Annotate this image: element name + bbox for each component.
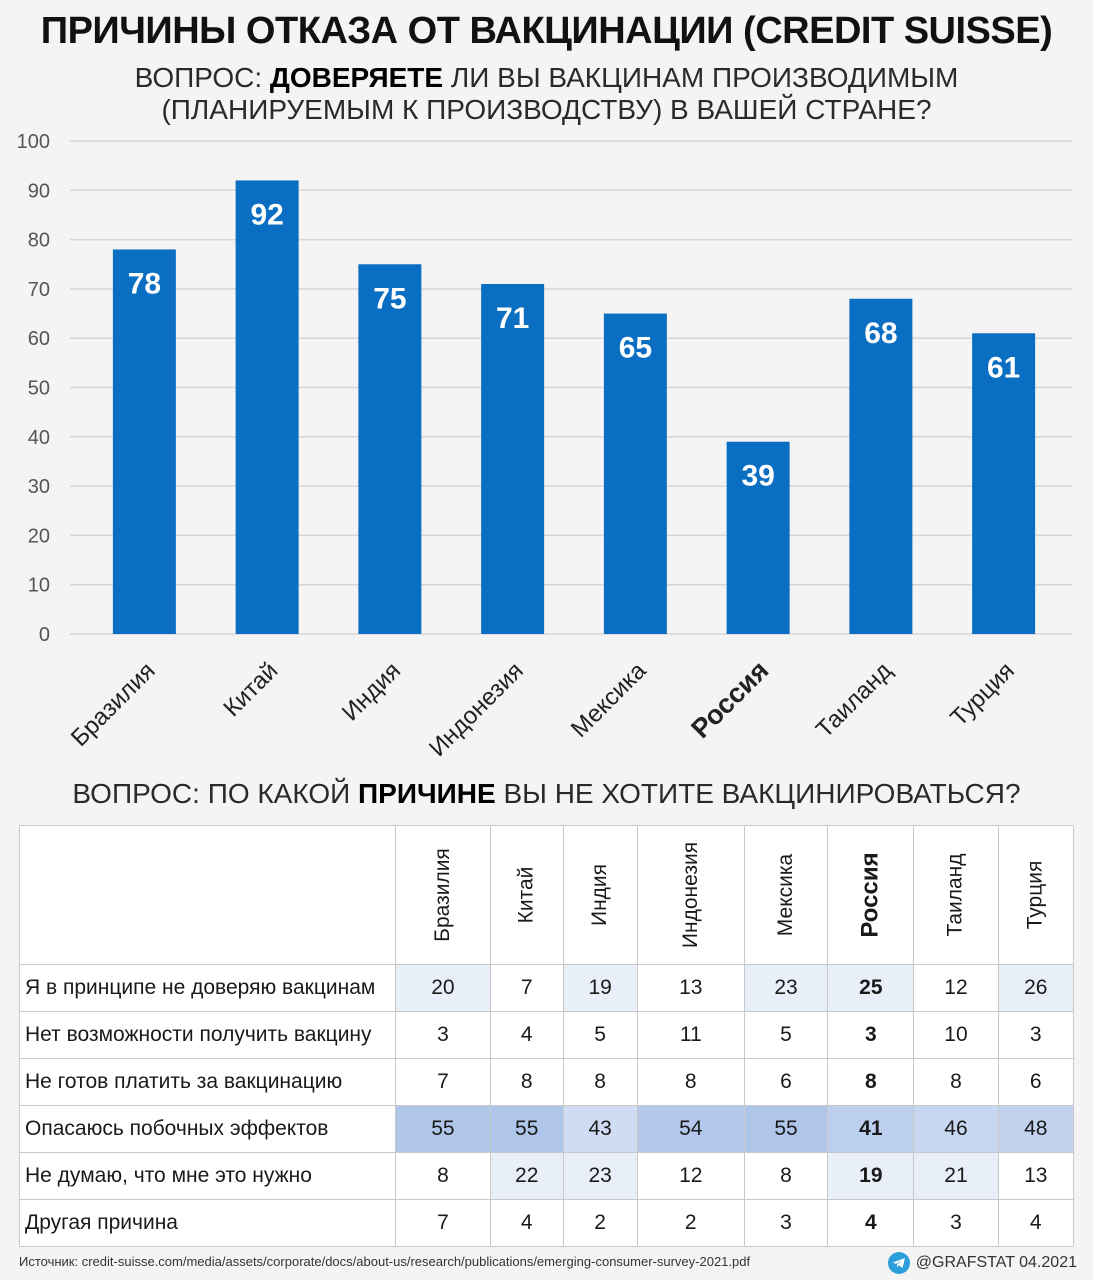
table-row <box>20 1200 1074 1247</box>
table-row <box>20 1059 1074 1106</box>
brand-text: @GRAFSTAT 04.2021 <box>915 1254 1077 1271</box>
table-cell: 3 <box>828 1012 914 1059</box>
x-category-label: Индия <box>336 657 407 727</box>
column-header-country <box>396 826 491 965</box>
table-cell: 6 <box>998 1059 1073 1106</box>
y-tick-label: 100 <box>16 131 50 153</box>
table-header-row <box>20 826 1074 965</box>
row-label: Я в принципе не доверяю вакцинам <box>20 965 396 1012</box>
column-header-country <box>637 826 744 965</box>
column-header-country <box>563 826 637 965</box>
question-1-rest: ЛИ ВЫ ВАКЦИНАМ ПРОИЗВОДИМЫМ <box>443 62 959 93</box>
row-label: Опасаюсь побочных эффектов <box>20 1106 396 1153</box>
bar <box>236 180 299 634</box>
column-header-country <box>744 826 827 965</box>
telegram-icon <box>888 1252 910 1274</box>
column-header-country <box>828 826 914 965</box>
y-tick-label: 20 <box>27 525 50 548</box>
x-category-label: Таиланд <box>810 657 898 744</box>
column-header-label: Таиланд <box>943 853 967 937</box>
table-cell: 12 <box>914 965 998 1012</box>
table-cell: 23 <box>744 965 827 1012</box>
table-cell: 7 <box>490 965 563 1012</box>
x-category-label: Индонезия <box>423 657 529 763</box>
table-header-blank <box>20 826 396 965</box>
x-category-label: Турция <box>945 657 1020 732</box>
y-tick-label: 90 <box>27 180 50 203</box>
column-header-country <box>914 826 998 965</box>
page-title: ПРИЧИНЫ ОТКАЗА ОТ ВАКЦИНАЦИИ (CREDIT SUISSE) <box>40 10 1053 52</box>
table-cell: 13 <box>998 1153 1073 1200</box>
table-cell: 55 <box>744 1106 827 1153</box>
bar-value-label: 39 <box>741 459 775 493</box>
table-cell: 10 <box>914 1012 998 1059</box>
bar-value-label: 75 <box>373 282 407 316</box>
x-category-label: Россия <box>685 655 775 745</box>
x-category-label: Бразилия <box>65 657 161 752</box>
x-category-label: Мексика <box>565 657 652 743</box>
brand-signature <box>888 1252 1077 1274</box>
table-cell: 22 <box>490 1153 563 1200</box>
table-cell: 55 <box>396 1106 491 1153</box>
column-header-label: Мексика <box>774 853 798 937</box>
column-header-label: Китай <box>514 866 538 924</box>
row-label: Нет возможности получить вакцину <box>20 1012 396 1059</box>
y-tick-label: 0 <box>38 624 50 646</box>
bar-value-label: 71 <box>495 301 530 335</box>
y-tick-label: 50 <box>27 377 50 400</box>
table-cell: 48 <box>998 1106 1073 1153</box>
row-label: Не готов платить за вакцинацию <box>20 1059 396 1106</box>
bar-chart <box>0 130 1093 770</box>
bar <box>481 284 544 634</box>
question-1-line2: (ПЛАНИРУЕМЫМ К ПРОИЗВОДСТВУ) В ВАШЕЙ СТРАНЕ? <box>161 94 932 125</box>
question-2 <box>0 778 1093 810</box>
table-cell: 3 <box>998 1012 1073 1059</box>
question-2-bold: ПРИЧИНЕ <box>358 778 496 809</box>
column-header-label: Индия <box>588 863 612 927</box>
y-tick-label: 30 <box>27 476 50 499</box>
question-2-prefix: ВОПРОС: ПО КАКОЙ <box>72 778 359 809</box>
bar-value-label: 92 <box>250 198 284 232</box>
table-cell: 26 <box>998 965 1073 1012</box>
bar <box>358 264 421 634</box>
bar-value-label: 78 <box>127 267 162 301</box>
table-cell: 21 <box>914 1153 998 1200</box>
table-cell: 4 <box>490 1012 563 1059</box>
column-header-country <box>490 826 563 965</box>
row-label: Не думаю, что мне это нужно <box>20 1153 396 1200</box>
table-cell: 25 <box>828 965 914 1012</box>
bar-value-label: 61 <box>986 351 1021 385</box>
table-cell: 20 <box>396 965 491 1012</box>
column-header-label: Россия <box>856 852 884 938</box>
row-label: Другая причина <box>20 1200 396 1247</box>
y-tick-label: 10 <box>27 574 50 597</box>
table-cell: 7 <box>396 1059 491 1106</box>
table-cell: 46 <box>914 1106 998 1153</box>
table-cell: 5 <box>744 1012 827 1059</box>
reasons-table <box>19 825 1074 1247</box>
table-cell: 43 <box>563 1106 637 1153</box>
table-cell: 12 <box>637 1153 744 1200</box>
question-1-bold: ДОВЕРЯЕТЕ <box>269 62 444 93</box>
table-cell: 8 <box>490 1059 563 1106</box>
question-1 <box>0 62 1093 126</box>
y-tick-label: 80 <box>27 229 50 252</box>
question-2-rest: ВЫ НЕ ХОТИТЕ ВАКЦИНИРОВАТЬСЯ? <box>495 778 1021 809</box>
table-cell: 2 <box>637 1200 744 1247</box>
table-cell: 54 <box>637 1106 744 1153</box>
table-cell: 8 <box>914 1059 998 1106</box>
table-cell: 3 <box>396 1012 491 1059</box>
table-cell: 8 <box>396 1153 491 1200</box>
table-cell: 7 <box>396 1200 491 1247</box>
bar <box>113 249 176 634</box>
table-cell: 8 <box>637 1059 744 1106</box>
table-cell: 13 <box>637 965 744 1012</box>
table-row <box>20 1153 1074 1200</box>
column-header-label: Турция <box>1023 860 1047 930</box>
table-cell: 8 <box>828 1059 914 1106</box>
table-cell: 55 <box>490 1106 563 1153</box>
table-cell: 4 <box>998 1200 1073 1247</box>
table-cell: 5 <box>563 1012 637 1059</box>
y-tick-label: 70 <box>27 278 50 301</box>
table-cell: 8 <box>563 1059 637 1106</box>
table-cell: 19 <box>828 1153 914 1200</box>
question-1-prefix: ВОПРОС: <box>134 62 270 93</box>
table-cell: 3 <box>914 1200 998 1247</box>
table-row <box>20 1106 1074 1153</box>
table-cell: 8 <box>744 1153 827 1200</box>
y-tick-label: 40 <box>27 426 50 449</box>
table-cell: 4 <box>828 1200 914 1247</box>
table-cell: 6 <box>744 1059 827 1106</box>
y-tick-label: 60 <box>27 328 50 351</box>
table-cell: 11 <box>637 1012 744 1059</box>
table-row <box>20 1012 1074 1059</box>
column-header-label: Бразилия <box>430 848 454 942</box>
table-row <box>20 965 1074 1012</box>
column-header-label: Индонезия <box>678 841 702 949</box>
bar-value-label: 68 <box>864 316 898 350</box>
column-header-country <box>998 826 1073 965</box>
table-cell: 2 <box>563 1200 637 1247</box>
table-cell: 3 <box>744 1200 827 1247</box>
table-cell: 23 <box>563 1153 637 1200</box>
table-cell: 19 <box>563 965 637 1012</box>
source-note: Источник: credit-suisse.com/media/assets/corporate/docs/about-us/research/publications/emerging-consumer-survey-2021.pdf <box>19 1254 751 1269</box>
bar-value-label: 65 <box>618 331 653 365</box>
x-category-label: Китай <box>218 657 284 723</box>
table-cell: 41 <box>828 1106 914 1153</box>
table-cell: 4 <box>490 1200 563 1247</box>
